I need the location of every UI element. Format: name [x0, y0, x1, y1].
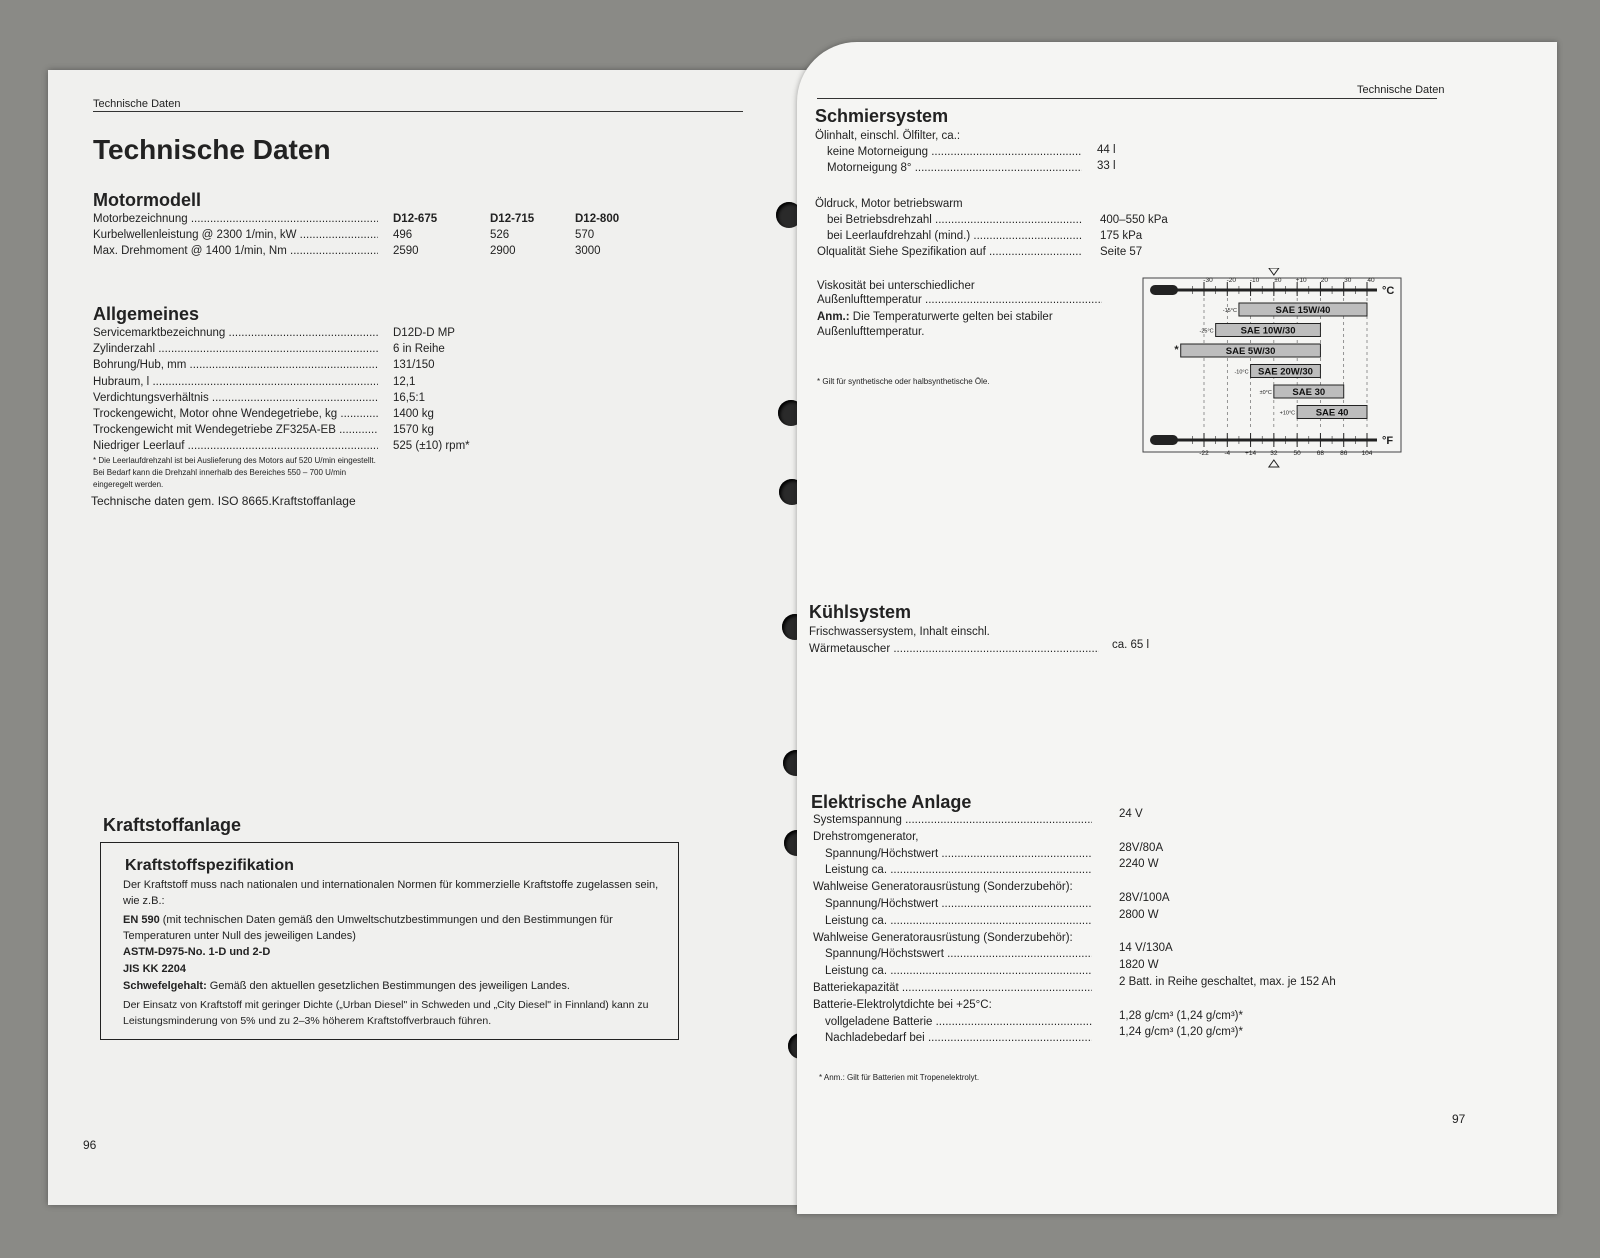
- page-title: Technische Daten: [93, 134, 331, 165]
- electrical-row: [825, 948, 1092, 963]
- oil-pressure-value: 400–550 kPa: [1100, 214, 1168, 226]
- celsius-bulb: [1150, 285, 1178, 295]
- viscosity-bar-label: SAE 20W/30: [1258, 366, 1313, 378]
- electrical-row: [813, 999, 992, 1011]
- celsius-tick-label: -10: [1249, 277, 1260, 284]
- viscosity-bar-start-label: -25°C: [1199, 328, 1214, 335]
- viscosity-bar-label: SAE 15W/40: [1275, 305, 1331, 316]
- electrical-row-label: Wahlweise Generatorausrüstung (Sonderzubehör):: [813, 881, 1073, 894]
- viscosity-bar-start-label: ±0°C: [1259, 390, 1272, 396]
- viscosity-bar-start-label: *: [1174, 344, 1179, 356]
- fuel-intro: Der Kraftstoff muss nach nationalen und internationalen Normen für kommerzielle Kraftstoffe zugelassen sein, wie z.B.:: [123, 879, 659, 907]
- synthetic-note: * Gilt für synthetische oder halbsynthetische Öle.: [817, 377, 990, 386]
- general-row-label: Trockengewicht, Motor ohne Wendegetriebe, kg .....: [93, 408, 378, 420]
- electrical-row: [813, 831, 918, 843]
- general-row: [93, 408, 378, 423]
- motor-row-label: Kurbelwellenleistung @ 2300 1/min, kW .....: [93, 229, 378, 241]
- oil-capacity-intro: Ölinhalt, einschl. Ölfilter, ca.:: [815, 130, 961, 142]
- running-header: Technische Daten: [93, 98, 181, 110]
- fuel-jis: JIS KK 2204: [123, 963, 186, 975]
- electrical-row-value: 1,28 g/cm³ (1,24 g/cm³)*: [1119, 1009, 1243, 1022]
- oil-capacity-value: 44 l: [1097, 144, 1116, 156]
- fahrenheit-tick-label: +14: [1245, 450, 1257, 457]
- electrical-row-value: 1820 W: [1119, 959, 1159, 972]
- fuel-sulfur: Schwefelgehalt: Gemäß den aktuellen gesetzlichen Bestimmungen des jeweiligen Landes.: [123, 980, 570, 992]
- fuel-astm: ASTM-D975-No. 1-D und 2-D: [123, 946, 271, 958]
- battery-footnote: * Anm.: Gilt für Batterien mit Tropenelektrolyt.: [819, 1073, 980, 1082]
- general-row-label: Zylinderzahl .....: [93, 343, 378, 355]
- motor-row-value: D12-800: [575, 213, 620, 225]
- electrical-row-label: Spannung/Höchstwert .....: [825, 898, 1092, 910]
- motor-row-value: 2900: [490, 245, 516, 257]
- fahrenheit-tick-label: 50: [1293, 450, 1301, 457]
- fahrenheit-tick-label: -4: [1224, 450, 1231, 457]
- motor-row-value: 496: [393, 229, 413, 241]
- motor-row: [93, 245, 378, 260]
- viscosity-note: Anm.: Die Temperaturwerte gelten bei stabiler Außenlufttemperatur.: [817, 311, 1053, 338]
- idle-footnote: * Die Leerlaufdrehzahl ist bei Auslieferung des Motors auf 520 U/min eingestellt. Bei Bedarf kann die Drehzahl innerhalb des Bereiches 550 – 700 U/min eingeregelt werden.: [93, 456, 376, 489]
- section-motormodell-heading: Motormodell: [93, 190, 201, 210]
- fuel-spec-title: Kraftstoffspezifikation: [125, 857, 294, 874]
- oil-pressure-value: Seite 57: [1100, 246, 1143, 258]
- fuel-en590: EN 590 (mit technischen Daten gemäß den Umweltschutzbestimmungen und den Bestimmungen für Temperaturen unter Null des jeweiligen Landes): [123, 914, 613, 942]
- celsius-tick-label: 40: [1367, 277, 1375, 284]
- viscosity-bar-label: SAE 40: [1315, 407, 1349, 419]
- cooling-value: ca. 65 l: [1112, 639, 1150, 651]
- oil-pressure-intro: Öldruck, Motor betriebswarm: [815, 198, 963, 210]
- electrical-row-label: Leistung ca. .....: [825, 864, 1092, 876]
- electrical-row-value: 2800 W: [1119, 908, 1159, 921]
- celsius-tick-label: -20: [1226, 277, 1236, 284]
- electrical-row: [825, 1016, 1092, 1031]
- electrical-row-label: Spannung/Höchstswert .....: [825, 948, 1092, 960]
- electrical-row: [825, 915, 1092, 930]
- fahrenheit-tick-label: 86: [1340, 450, 1348, 457]
- electrical-row: [813, 881, 1073, 893]
- electrical-row: [825, 965, 1092, 980]
- electrical-row-label: vollgeladene Batterie .....: [825, 1016, 1092, 1028]
- motor-row-value: 2590: [393, 245, 419, 257]
- general-row-label: Servicemarktbezeichnung .....: [93, 327, 378, 339]
- fahrenheit-tick-label: 104: [1361, 450, 1373, 457]
- oil-capacity-row: [827, 162, 1082, 177]
- oil-pressure-label: bei Leerlaufdrehzahl (mind.) .....: [827, 230, 1082, 242]
- general-row: [93, 343, 378, 358]
- motor-row: [93, 213, 378, 228]
- page-number-right: 97: [1452, 1112, 1466, 1126]
- fahrenheit-tick-label: -22: [1199, 450, 1209, 457]
- electrical-row-label: Systemspannung .....: [813, 814, 1092, 826]
- electrical-row: [813, 932, 1073, 944]
- celsius-tick-label: -30: [1203, 277, 1213, 284]
- viscosity-label-1: Viskosität bei unterschiedlicher: [817, 280, 975, 292]
- oil-pressure-value: 175 kPa: [1100, 230, 1143, 242]
- motor-row-value: 570: [575, 229, 595, 241]
- iso-note: Technische daten gem. ISO 8665.Kraftstoffanlage: [91, 494, 356, 508]
- oil-pressure-row: [817, 246, 1082, 261]
- fahrenheit-unit: °F: [1382, 435, 1394, 447]
- electrical-row-value: 24 V: [1119, 808, 1143, 820]
- electrical-row-label: Batterie-Elektrolytdichte bei +25°C:: [813, 998, 992, 1011]
- electrical-row-label: Batteriekapazität .....: [813, 982, 1092, 994]
- electrical-row-value: 28V/80A: [1119, 841, 1164, 854]
- celsius-tick-label: 20: [1320, 277, 1329, 284]
- electrical-row: [825, 1032, 1092, 1047]
- oil-pressure-label: Ölqualität Siehe Spezifikation auf .....: [817, 246, 1082, 258]
- electrical-row: [825, 898, 1092, 913]
- viscosity-bar-label: SAE 30: [1292, 387, 1326, 398]
- fahrenheit-tick-label: 68: [1316, 450, 1325, 457]
- zero-arrow-bottom: [1269, 460, 1279, 467]
- motor-row-value: 526: [490, 229, 510, 241]
- electrical-row-label: Nachladebedarf bei .....: [825, 1032, 1092, 1044]
- motor-row-value: D12-675: [393, 213, 438, 225]
- oil-pressure-label: bei Betriebsdrehzahl .....: [827, 214, 1082, 226]
- fuel-urban-diesel: Der Einsatz von Kraftstoff mit geringer Dichte („Urban Diesel" in Schweden und „City Diesel" in Finnland) kann zu Leistungsminderung von 5% und zu 2–3% höherem Kraftstoffverbrauch führen.: [123, 999, 649, 1027]
- section-schmier-heading: Schmiersystem: [815, 106, 949, 126]
- oil-capacity-row: [827, 146, 1082, 161]
- section-kuehl-heading: Kühlsystem: [809, 602, 912, 622]
- general-row-value: 525 (±10) rpm*: [393, 440, 470, 453]
- electrical-row: [825, 848, 1092, 863]
- fahrenheit-tick-label: 32: [1270, 450, 1278, 457]
- general-row: [93, 440, 378, 455]
- oil-capacity-value: 33 l: [1097, 160, 1116, 172]
- section-kraftstoff-heading: Kraftstoffanlage: [103, 815, 242, 835]
- general-row-label: Hubraum, l .....: [93, 376, 378, 388]
- motor-row-label: Max. Drehmoment @ 1400 1/min, Nm .....: [93, 245, 378, 257]
- motor-row: [93, 229, 378, 244]
- viscosity-label-2: Außenlufttemperatur .....: [817, 294, 1102, 309]
- general-row: [93, 392, 378, 407]
- cooling-line1: Frischwassersystem, Inhalt einschl.: [809, 626, 990, 638]
- general-row-label: Niedriger Leerlauf .....: [93, 440, 378, 452]
- section-allgemeines-heading: Allgemeines: [93, 304, 200, 324]
- electrical-row-label: Wahlweise Generatorausrüstung (Sonderzubehör):: [813, 931, 1073, 944]
- celsius-tick-label: ±0: [1274, 277, 1282, 284]
- electrical-row-label: Drehstromgenerator,: [813, 830, 919, 843]
- motor-row-value: D12-715: [490, 213, 535, 225]
- electrical-row-label: Leistung ca. .....: [825, 965, 1092, 977]
- general-row-value: 131/150: [393, 359, 435, 372]
- zero-arrow-top: [1269, 268, 1279, 275]
- general-row: [93, 327, 378, 342]
- general-row-value: D12D-D MP: [393, 327, 455, 339]
- oil-pressure-row: [827, 230, 1082, 245]
- electrical-row-value: 14 V/130A: [1119, 942, 1173, 955]
- oil-capacity-label: Motorneigung 8° .....: [827, 162, 1082, 174]
- general-row-label: Bohrung/Hub, mm .....: [93, 359, 378, 371]
- right-page: [797, 42, 1557, 1214]
- page-number-left: 96: [83, 1138, 97, 1152]
- viscosity-bar-start-label: +10°C: [1279, 410, 1296, 417]
- electrical-row-value: 28V/100A: [1119, 892, 1170, 904]
- general-row: [93, 376, 378, 391]
- electrical-row: [825, 864, 1092, 879]
- electrical-row: [813, 814, 1092, 829]
- celsius-unit: °C: [1382, 285, 1395, 297]
- running-header: Technische Daten: [1357, 84, 1445, 96]
- electrical-row: [813, 982, 1092, 997]
- general-row: [93, 359, 378, 374]
- fahrenheit-bulb: [1150, 435, 1178, 445]
- motor-row-label: Motorbezeichnung .....: [93, 213, 378, 225]
- cooling-row: Wärmetauscher .....: [809, 643, 1099, 658]
- header-rule: [93, 111, 743, 112]
- general-row-value: 16,5:1: [393, 391, 425, 404]
- viscosity-bar-label: SAE 5W/30: [1225, 346, 1276, 357]
- electrical-row-label: Leistung ca. .....: [825, 915, 1092, 927]
- oil-pressure-row: [827, 214, 1082, 229]
- header-rule: [817, 98, 1437, 99]
- general-row-value: 1400 kg: [393, 408, 434, 420]
- left-page: [48, 70, 808, 1205]
- celsius-tick-label: +10: [1295, 277, 1307, 284]
- electrical-row-value: 1,24 g/cm³ (1,20 g/cm³)*: [1119, 1026, 1243, 1039]
- general-row-label: Trockengewicht mit Wendegetriebe ZF325A-EB .....: [93, 424, 378, 436]
- viscosity-bar-label: SAE 10W/30: [1240, 325, 1296, 337]
- general-row-label: Verdichtungsverhältnis .....: [93, 392, 378, 404]
- electrical-row-value: 2240 W: [1119, 858, 1159, 871]
- section-elektrik-heading: Elektrische Anlage: [811, 792, 972, 812]
- viscosity-bar-start-label: -15°C: [1222, 308, 1237, 314]
- celsius-tick-label: 30: [1344, 277, 1352, 284]
- electrical-row-label: Spannung/Höchstwert .....: [825, 848, 1092, 860]
- general-row-value: 6 in Reihe: [393, 343, 445, 356]
- fuel-spec-box: [100, 842, 679, 1040]
- general-row: [93, 424, 378, 439]
- motor-row-value: 3000: [575, 245, 601, 257]
- viscosity-chart: [1142, 268, 1404, 468]
- oil-capacity-label: keine Motorneigung .....: [827, 146, 1082, 158]
- general-row-value: 1570 kg: [393, 424, 434, 437]
- viscosity-bar-start-label: -10°C: [1234, 369, 1249, 376]
- electrical-row-value: 2 Batt. in Reihe geschaltet, max. je 152 Ah: [1119, 976, 1336, 988]
- general-row-value: 12,1: [393, 375, 416, 388]
